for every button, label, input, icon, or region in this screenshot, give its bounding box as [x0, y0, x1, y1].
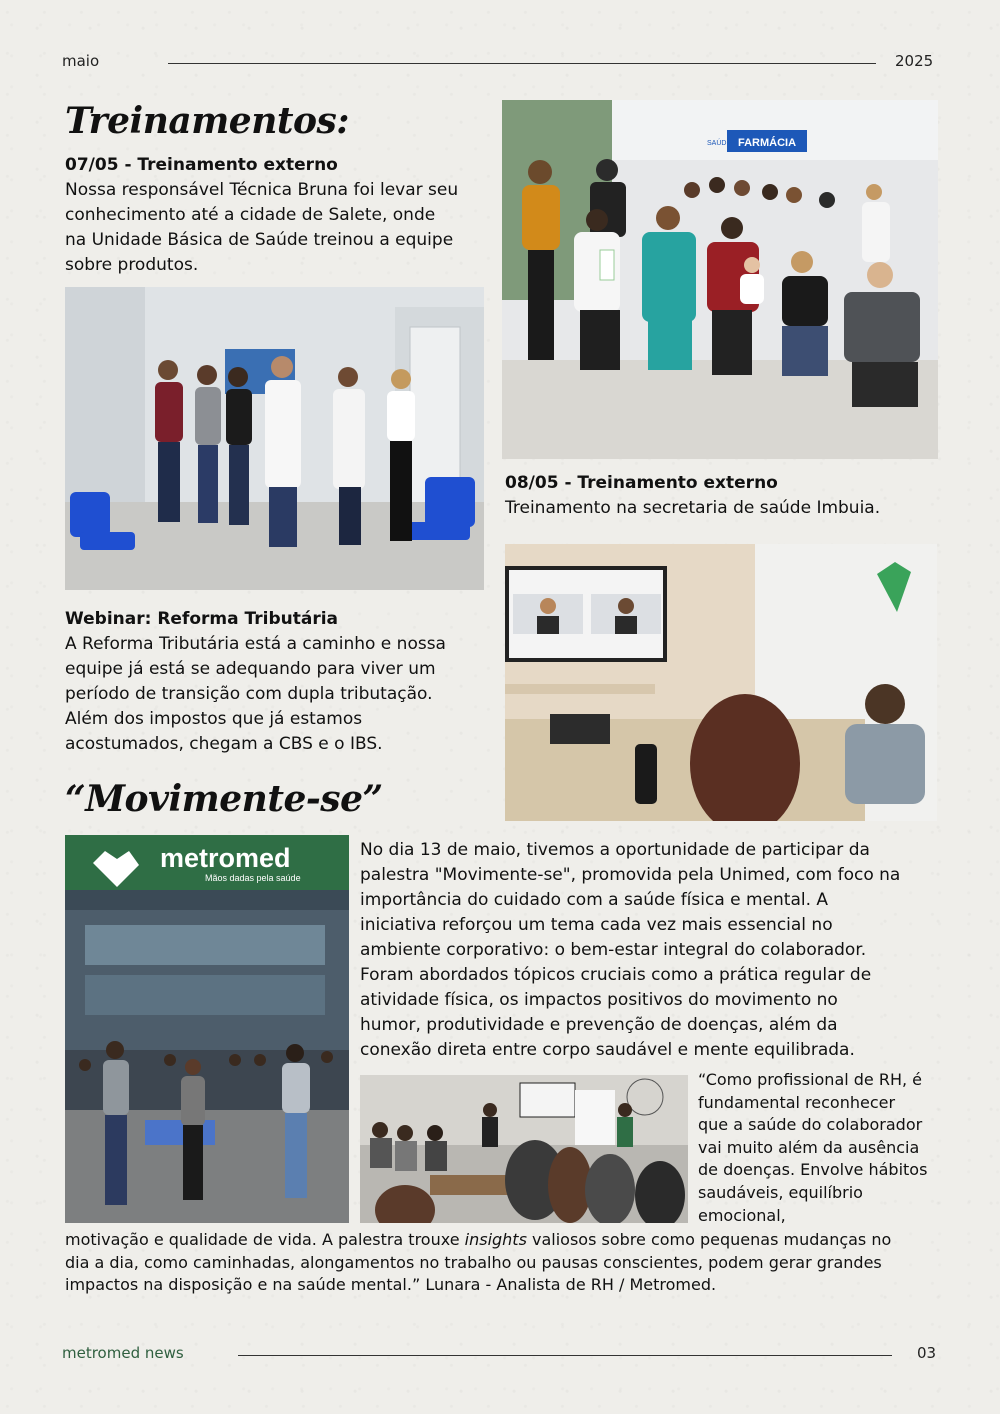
quote-line: vai muito além da ausência [698, 1137, 920, 1157]
health-sign: SAÚDE [707, 140, 732, 147]
webinar-line: período de transição com dupla tributação. [65, 684, 433, 704]
bottom-line-3: impactos na disposição e na saúde mental.” Lunara - Analista de RH / Metromed. [65, 1275, 717, 1295]
webinar-heading: Webinar: Reforma Tributária [65, 609, 339, 629]
item2-text: Treinamento na secretaria de saúde Imbuia. [505, 498, 881, 518]
photo-webinar-room [505, 544, 937, 821]
movimente-line: conexão direta entre corpo saudável e mente equilibrada. [360, 1040, 855, 1060]
footer-page-number: 03 [917, 1344, 937, 1362]
webinar-line: Além dos impostos que já estamos [65, 709, 363, 729]
building-brand-text: metromed [160, 843, 291, 873]
quote-line: saudáveis, equilíbrio [698, 1182, 863, 1202]
header-year: 2025 [895, 52, 934, 70]
item1-heading: 07/05 - Treinamento externo [65, 155, 338, 175]
photo-salete-team [65, 287, 484, 590]
movimente-line: No dia 13 de maio, tivemos a oportunidade de participar da [360, 840, 870, 860]
movimente-line: humor, produtividade e prevenção de doenças, além da [360, 1015, 838, 1035]
item1-text [65, 178, 495, 278]
movimente-line: importância do cuidado com a saúde física e mental. A [360, 890, 829, 910]
quote-continuation [65, 1229, 945, 1297]
item1-line: conhecimento até a cidade de Salete, onde [65, 205, 436, 225]
item1-line: na Unidade Básica de Saúde treinou a equipe [65, 230, 454, 250]
photo-lecture-room [360, 1075, 688, 1223]
movimente-paragraph [360, 838, 950, 1063]
quote-line: que a saúde do colaborador [698, 1115, 923, 1135]
movimente-line: iniciativa reforçou um tema cada vez mais essencial no [360, 915, 833, 935]
item2-heading: 08/05 - Treinamento externo [505, 473, 778, 493]
footer-rule [238, 1355, 892, 1356]
pharmacy-sign: FARMÁCIA [737, 137, 797, 149]
quote-block [698, 1069, 948, 1227]
webinar-line: acostumados, chegam a CBS e o IBS. [65, 734, 383, 754]
footer-brand: metromed news [62, 1344, 184, 1362]
bottom-line-2: dia a dia, como caminhadas, alongamentos no trabalho ou pausas conscientes, podem gerar grandes [65, 1252, 882, 1272]
movimente-line: ambiente corporativo: o bem-estar integral do colaborador. [360, 940, 867, 960]
item1-line: Nossa responsável Técnica Bruna foi levar seu [65, 180, 459, 200]
photo-imbuia-group [502, 100, 938, 459]
movimente-line: palestra "Movimente-se", promovida pela Unimed, com foco na [360, 865, 901, 885]
section-title-treinamentos: Treinamentos: [65, 100, 350, 142]
bottom-line-1-start: motivação e qualidade de vida. A palestra trouxe [65, 1230, 465, 1249]
quote-line: de doenças. Envolve hábitos [698, 1160, 928, 1180]
photo-metromed-building [65, 835, 349, 1223]
webinar-line: equipe já está se adequando para viver um [65, 659, 436, 679]
bottom-line-1-end: valiosos sobre como pequenas mudanças no [526, 1230, 892, 1249]
movimente-line: Foram abordados tópicos cruciais como a prática regular de [360, 965, 872, 985]
movimente-line: atividade física, os impactos positivos do movimento no [360, 990, 838, 1010]
quote-line: “Como profissional de RH, é [698, 1070, 923, 1089]
bottom-line-1 [65, 1229, 945, 1252]
quote-line: emocional, [698, 1205, 786, 1225]
header-rule [168, 63, 876, 64]
building-tagline-text: Mãos dadas pela saúde [205, 873, 301, 883]
bottom-line-1-emphasis: insights [464, 1230, 527, 1249]
webinar-line: A Reforma Tributária está a caminho e nossa [65, 634, 446, 654]
item1-line: sobre produtos. [65, 255, 199, 275]
header-month: maio [62, 52, 100, 70]
section-title-movimente-se: “Movimente-se” [65, 778, 383, 820]
webinar-text [65, 632, 495, 757]
quote-line: fundamental reconhecer [698, 1092, 896, 1112]
